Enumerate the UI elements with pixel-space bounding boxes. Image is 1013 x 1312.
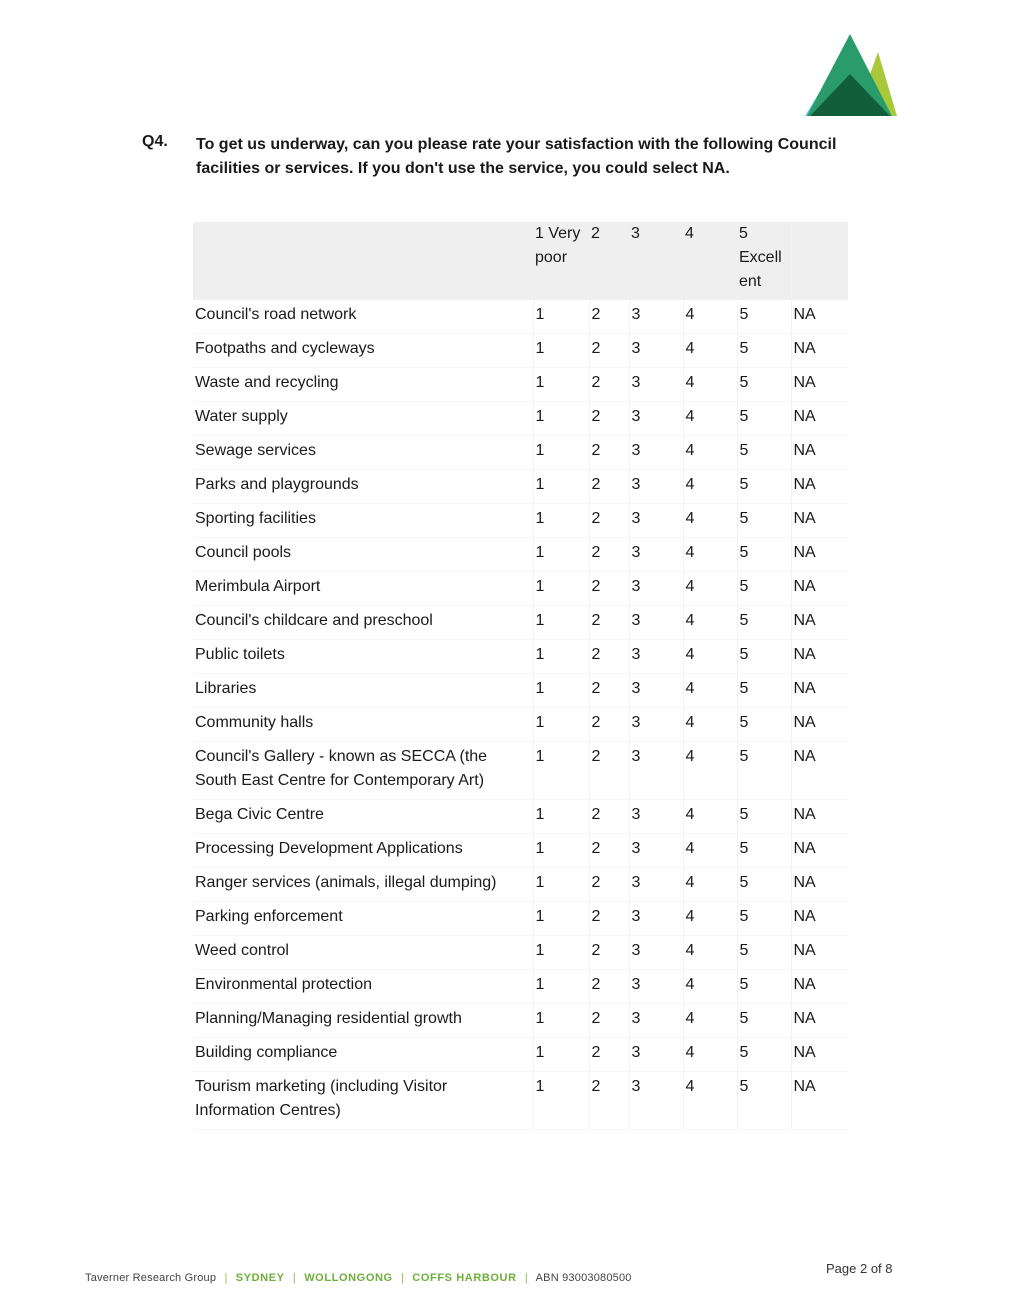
rating-option[interactable]: 5	[737, 640, 791, 674]
rating-option[interactable]: 5	[737, 1038, 791, 1072]
table-row	[193, 742, 848, 800]
service-label: Sporting facilities	[193, 504, 533, 538]
table-body	[193, 300, 848, 1130]
rating-option[interactable]: 1	[533, 504, 589, 538]
rating-option[interactable]: 4	[683, 902, 737, 936]
rating-option[interactable]: 1	[533, 742, 589, 800]
rating-option[interactable]: 5	[737, 470, 791, 504]
service-label: Water supply	[193, 402, 533, 436]
rating-option[interactable]: 2	[589, 936, 629, 970]
rating-option[interactable]: 3	[629, 708, 683, 742]
service-label: Bega Civic Centre	[193, 800, 533, 834]
rating-option[interactable]: 3	[629, 300, 683, 334]
rating-option[interactable]: 5	[737, 902, 791, 936]
rating-option[interactable]: 4	[683, 834, 737, 868]
rating-option[interactable]: 4	[683, 1004, 737, 1038]
table-row	[193, 1072, 848, 1130]
table-row	[193, 504, 848, 538]
rating-option[interactable]: 2	[589, 436, 629, 470]
rating-option-na[interactable]: NA	[791, 606, 848, 640]
rating-option[interactable]: 2	[589, 1038, 629, 1072]
service-label: Sewage services	[193, 436, 533, 470]
service-label: Merimbula Airport	[193, 572, 533, 606]
rating-option[interactable]: 4	[683, 402, 737, 436]
rating-option[interactable]: 5	[737, 936, 791, 970]
rating-option-na[interactable]: NA	[791, 470, 848, 504]
rating-option[interactable]: 3	[629, 868, 683, 902]
rating-option-na[interactable]: NA	[791, 504, 848, 538]
rating-option-na[interactable]: NA	[791, 402, 848, 436]
rating-option[interactable]: 5	[737, 606, 791, 640]
rating-option[interactable]: 1	[533, 640, 589, 674]
rating-option[interactable]: 1	[533, 572, 589, 606]
rating-option[interactable]: 3	[629, 1004, 683, 1038]
rating-option-na[interactable]: NA	[791, 436, 848, 470]
footer-city: COFFS HARBOUR	[412, 1272, 517, 1284]
rating-option[interactable]: 2	[589, 970, 629, 1004]
service-label: Community halls	[193, 708, 533, 742]
rating-option[interactable]: 5	[737, 674, 791, 708]
table-row	[193, 640, 848, 674]
table-row	[193, 970, 848, 1004]
rating-option[interactable]: 1	[533, 1038, 589, 1072]
service-label: Parks and playgrounds	[193, 470, 533, 504]
rating-option-na[interactable]: NA	[791, 708, 848, 742]
footer-company: Taverner Research Group	[85, 1272, 217, 1284]
rating-option[interactable]: 1	[533, 402, 589, 436]
rating-option[interactable]: 4	[683, 800, 737, 834]
rating-option-na[interactable]: NA	[791, 742, 848, 800]
rating-option[interactable]: 2	[589, 402, 629, 436]
rating-option[interactable]: 5	[737, 742, 791, 800]
column-header	[193, 222, 533, 300]
rating-option[interactable]: 5	[737, 708, 791, 742]
service-label: Libraries	[193, 674, 533, 708]
rating-option[interactable]: 4	[683, 1038, 737, 1072]
table-row	[193, 800, 848, 834]
rating-option[interactable]: 4	[683, 334, 737, 368]
rating-option[interactable]: 2	[589, 902, 629, 936]
service-label: Environmental protection	[193, 970, 533, 1004]
rating-option[interactable]: 4	[683, 572, 737, 606]
service-label: Weed control	[193, 936, 533, 970]
rating-option[interactable]: 2	[589, 334, 629, 368]
rating-option[interactable]: 5	[737, 868, 791, 902]
question-text: To get us underway, can you please rate your satisfaction with the following Council facilities or services. If you don't use the service, you could select NA.	[196, 136, 837, 177]
rating-option[interactable]: 4	[683, 936, 737, 970]
rating-option[interactable]: 4	[683, 970, 737, 1004]
rating-option[interactable]: 1	[533, 834, 589, 868]
rating-option[interactable]: 5	[737, 572, 791, 606]
service-label: Council's Gallery - known as SECCA (the South East Centre for Contemporary Art)	[193, 742, 533, 800]
table-row	[193, 868, 848, 902]
table-header-row	[193, 222, 848, 300]
rating-option[interactable]: 3	[629, 902, 683, 936]
rating-option-na[interactable]: NA	[791, 834, 848, 868]
table-row	[193, 936, 848, 970]
column-header: 3	[629, 222, 683, 300]
rating-option-na[interactable]: NA	[791, 640, 848, 674]
rating-option[interactable]: 4	[683, 1072, 737, 1130]
rating-option[interactable]: 3	[629, 970, 683, 1004]
rating-option[interactable]: 5	[737, 1004, 791, 1038]
rating-option[interactable]: 3	[629, 834, 683, 868]
rating-option[interactable]: 1	[533, 902, 589, 936]
rating-option[interactable]: 5	[737, 1072, 791, 1130]
rating-option[interactable]: 4	[683, 674, 737, 708]
table-row	[193, 606, 848, 640]
rating-option-na[interactable]: NA	[791, 572, 848, 606]
rating-option[interactable]: 2	[589, 368, 629, 402]
rating-option[interactable]: 3	[629, 368, 683, 402]
rating-option[interactable]: 4	[683, 300, 737, 334]
service-label: Planning/Managing residential growth	[193, 1004, 533, 1038]
rating-option[interactable]: 1	[533, 674, 589, 708]
rating-option-na[interactable]: NA	[791, 300, 848, 334]
rating-option[interactable]: 1	[533, 538, 589, 572]
table-row	[193, 1004, 848, 1038]
rating-option[interactable]: 1	[533, 436, 589, 470]
rating-option[interactable]: 3	[629, 1038, 683, 1072]
column-header: 4	[683, 222, 737, 300]
footer-separator: |	[292, 1272, 296, 1284]
rating-option[interactable]: 5	[737, 300, 791, 334]
rating-option[interactable]: 4	[683, 640, 737, 674]
service-label: Footpaths and cycleways	[193, 334, 533, 368]
footer-separator: |	[400, 1272, 405, 1284]
rating-option[interactable]: 2	[589, 674, 629, 708]
table-row	[193, 1038, 848, 1072]
rating-option[interactable]: 2	[589, 572, 629, 606]
rating-option[interactable]: 2	[589, 1072, 629, 1130]
mountain-peaks-logo-icon	[800, 30, 900, 120]
rating-option[interactable]: 5	[737, 368, 791, 402]
rating-option[interactable]: 1	[533, 1004, 589, 1038]
rating-option[interactable]: 3	[629, 402, 683, 436]
column-header: 1 Very poor	[533, 222, 589, 300]
rating-option[interactable]: 2	[589, 800, 629, 834]
rating-option[interactable]: 5	[737, 436, 791, 470]
table-row	[193, 402, 848, 436]
rating-option[interactable]: 3	[629, 1072, 683, 1130]
footer-abn: ABN 93003080500	[535, 1272, 632, 1284]
rating-table	[193, 222, 848, 1130]
rating-option[interactable]: 1	[533, 800, 589, 834]
rating-option[interactable]: 2	[589, 640, 629, 674]
table-row	[193, 368, 848, 402]
rating-option[interactable]: 5	[737, 504, 791, 538]
rating-option[interactable]: 4	[683, 742, 737, 800]
service-label: Tourism marketing (including Visitor Information Centres)	[193, 1072, 533, 1130]
service-label: Council pools	[193, 538, 533, 572]
rating-option[interactable]: 1	[533, 300, 589, 334]
rating-option[interactable]: 2	[589, 504, 629, 538]
rating-option-na[interactable]: NA	[791, 936, 848, 970]
table-row	[193, 470, 848, 504]
rating-option[interactable]: 2	[589, 708, 629, 742]
rating-option-na[interactable]: NA	[791, 674, 848, 708]
rating-option-na[interactable]: NA	[791, 868, 848, 902]
rating-option[interactable]: 1	[533, 708, 589, 742]
table-row	[193, 902, 848, 936]
rating-option-na[interactable]: NA	[791, 1004, 848, 1038]
footer-separator: |	[224, 1272, 228, 1284]
rating-option[interactable]: 4	[683, 708, 737, 742]
rating-option[interactable]: 3	[629, 538, 683, 572]
rating-option[interactable]: 2	[589, 606, 629, 640]
rating-option[interactable]: 1	[533, 868, 589, 902]
service-label: Public toilets	[193, 640, 533, 674]
service-label: Waste and recycling	[193, 368, 533, 402]
service-label: Parking enforcement	[193, 902, 533, 936]
table-row	[193, 300, 848, 334]
rating-option[interactable]: 2	[589, 834, 629, 868]
service-label: Processing Development Applications	[193, 834, 533, 868]
rating-option-na[interactable]: NA	[791, 970, 848, 1004]
table-row	[193, 572, 848, 606]
rating-option[interactable]: 1	[533, 368, 589, 402]
footer-city: WOLLONGONG	[304, 1272, 393, 1284]
service-label: Ranger services (animals, illegal dumping)	[193, 868, 533, 902]
rating-option[interactable]: 4	[683, 504, 737, 538]
rating-option[interactable]: 4	[683, 470, 737, 504]
rating-option[interactable]: 2	[589, 538, 629, 572]
rating-option[interactable]: 3	[629, 470, 683, 504]
rating-option[interactable]: 5	[737, 538, 791, 572]
rating-option[interactable]: 1	[533, 970, 589, 1004]
rating-option-na[interactable]: NA	[791, 1038, 848, 1072]
rating-option[interactable]: 2	[589, 300, 629, 334]
column-header: 5 Excell ent	[737, 222, 791, 300]
rating-option-na[interactable]: NA	[791, 334, 848, 368]
rating-option[interactable]: 1	[533, 1072, 589, 1130]
rating-option[interactable]: 1	[533, 936, 589, 970]
rating-option[interactable]: 3	[629, 504, 683, 538]
rating-option-na[interactable]: NA	[791, 368, 848, 402]
rating-option[interactable]: 3	[629, 436, 683, 470]
rating-option[interactable]: 3	[629, 936, 683, 970]
table-row	[193, 708, 848, 742]
rating-option[interactable]: 2	[589, 470, 629, 504]
column-header	[791, 222, 848, 300]
service-label: Council's road network	[193, 300, 533, 334]
table-row	[193, 674, 848, 708]
rating-option[interactable]: 3	[629, 800, 683, 834]
table-row	[193, 834, 848, 868]
rating-option[interactable]: 1	[533, 606, 589, 640]
rating-option[interactable]: 4	[683, 868, 737, 902]
service-label: Building compliance	[193, 1038, 533, 1072]
rating-option-na[interactable]: NA	[791, 902, 848, 936]
rating-option[interactable]: 3	[629, 334, 683, 368]
service-label: Council's childcare and preschool	[193, 606, 533, 640]
rating-option-na[interactable]: NA	[791, 800, 848, 834]
rating-option[interactable]: 3	[629, 742, 683, 800]
rating-option[interactable]: 5	[737, 402, 791, 436]
rating-option[interactable]: 5	[737, 334, 791, 368]
rating-option[interactable]: 4	[683, 606, 737, 640]
column-header: 2	[589, 222, 629, 300]
footer-city: SYDNEY	[235, 1272, 285, 1284]
rating-option[interactable]: 4	[683, 436, 737, 470]
rating-option[interactable]: 2	[589, 1004, 629, 1038]
rating-option[interactable]: 1	[533, 334, 589, 368]
rating-option[interactable]: 3	[629, 640, 683, 674]
footer-company-line	[85, 1272, 632, 1284]
table-row	[193, 436, 848, 470]
page-number: Page 2 of 8	[826, 1261, 893, 1276]
rating-option[interactable]: 4	[683, 538, 737, 572]
rating-option[interactable]: 2	[589, 742, 629, 800]
rating-option[interactable]: 1	[533, 470, 589, 504]
question-number: Q4.	[142, 133, 168, 150]
rating-option[interactable]: 5	[737, 800, 791, 834]
rating-option[interactable]: 2	[589, 868, 629, 902]
rating-option[interactable]: 3	[629, 606, 683, 640]
rating-option[interactable]: 3	[629, 674, 683, 708]
rating-option-na[interactable]: NA	[791, 538, 848, 572]
rating-option[interactable]: 5	[737, 834, 791, 868]
footer-separator: |	[524, 1272, 528, 1284]
rating-option-na[interactable]: NA	[791, 1072, 848, 1130]
rating-option[interactable]: 5	[737, 970, 791, 1004]
table-row	[193, 538, 848, 572]
rating-option[interactable]: 4	[683, 368, 737, 402]
table-row	[193, 334, 848, 368]
rating-option[interactable]: 3	[629, 572, 683, 606]
